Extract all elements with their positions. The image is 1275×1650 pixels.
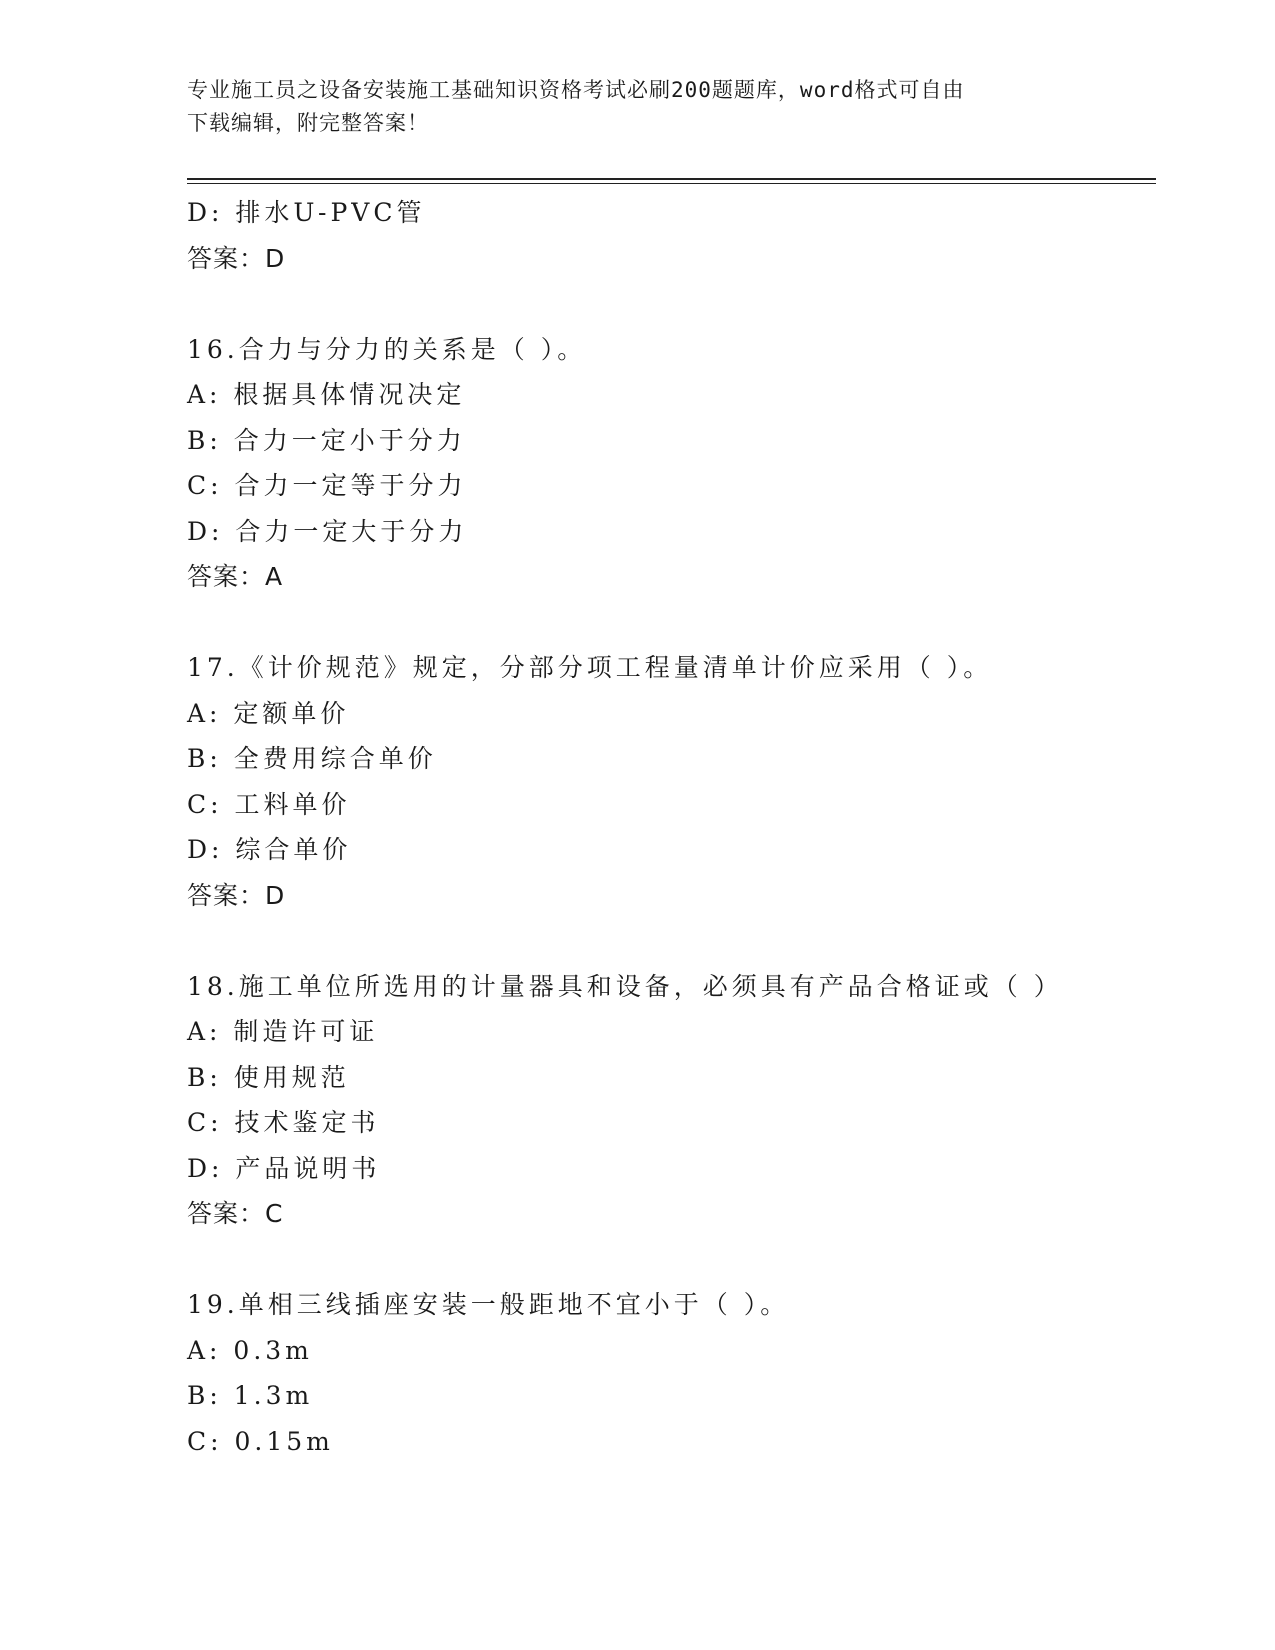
answer-line: 答案：C xyxy=(187,1199,284,1228)
spacer xyxy=(187,918,1156,964)
header-title-line-2: 下载编辑，附完整答案！ xyxy=(187,111,429,135)
option-d: D: 综合单价 xyxy=(187,835,352,864)
question-19 xyxy=(187,1282,1156,1464)
question-stem: 16.合力与分力的关系是（ ）。 xyxy=(187,334,587,364)
option-b: B: 使用规范 xyxy=(187,1062,350,1092)
question-stem: 18.施工单位所选用的计量器具和设备，必须具有产品合格证或（ ） xyxy=(187,971,1063,1001)
question-16 xyxy=(187,327,1156,600)
option-b: B: 全费用综合单价 xyxy=(187,744,437,773)
header-divider-thin xyxy=(187,183,1156,184)
question-list xyxy=(187,190,1156,1464)
option-c: C: 工料单价 xyxy=(187,789,351,819)
option-b: B: 合力一定小于分力 xyxy=(187,425,466,455)
spacer xyxy=(187,1237,1156,1283)
question-stem: 19.单相三线插座安装一般距地不宜小于（ ）。 xyxy=(187,1290,790,1319)
option-d: D: 产品说明书 xyxy=(187,1153,381,1183)
header-title-line-1: 专业施工员之设备安装施工基础知识资格考试必刷200题题库，word格式可自由 xyxy=(187,78,965,102)
option-a: A: 定额单价 xyxy=(187,698,350,728)
option-a: A: 根据具体情况决定 xyxy=(187,380,466,409)
answer-line: 答案：D xyxy=(187,880,286,910)
question-17 xyxy=(187,645,1156,918)
spacer xyxy=(187,600,1156,646)
option-a: A: 0.3m xyxy=(187,1335,313,1365)
option-d: D: 合力一定大于分力 xyxy=(187,516,468,546)
answer-line: 答案：A xyxy=(187,562,284,591)
option-c: C: 0.15m xyxy=(187,1426,334,1456)
option-c: C: 技术鉴定书 xyxy=(187,1108,380,1137)
option-b: B: 1.3m xyxy=(187,1381,314,1410)
spacer xyxy=(187,281,1156,327)
document-header xyxy=(187,74,1067,140)
question-stem: 17.《计价规范》规定，分部分项工程量清单计价应采用（ ）。 xyxy=(187,653,993,682)
option-a: A: 制造许可证 xyxy=(187,1017,379,1046)
option-c: C: 合力一定等于分力 xyxy=(187,471,467,500)
question-18 xyxy=(187,964,1156,1237)
carryover-answer: 答案：D xyxy=(187,243,286,273)
carryover-option-d: D: 排水U-PVC管 xyxy=(187,198,426,227)
header-divider-thick xyxy=(187,178,1156,180)
